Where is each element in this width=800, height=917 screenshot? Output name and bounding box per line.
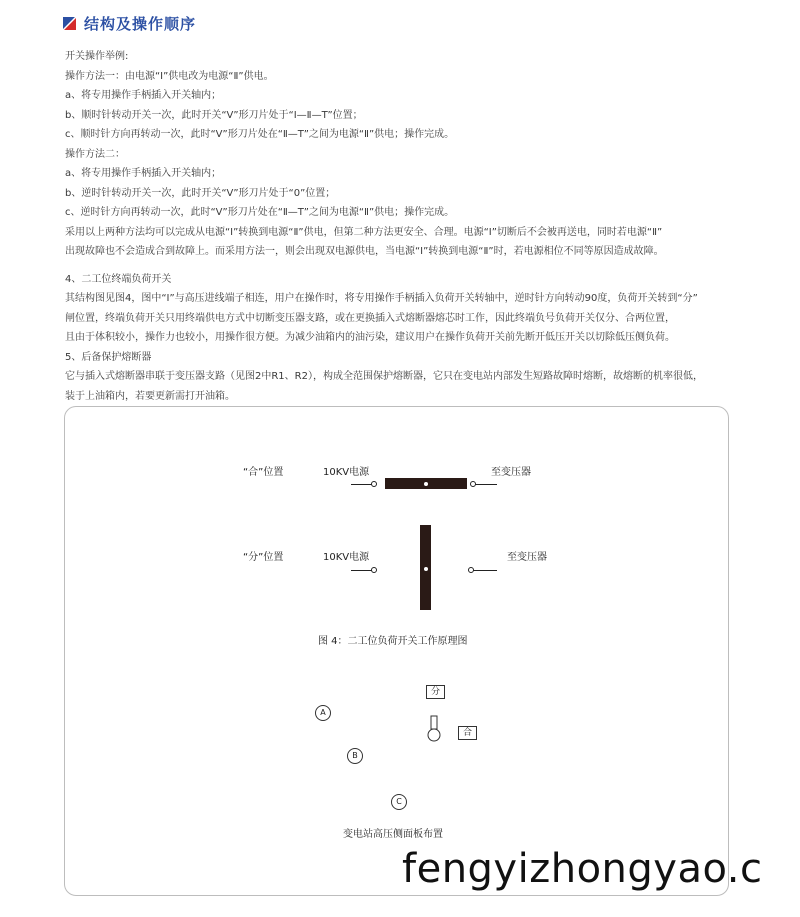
section-heading: 5、后备保护熔断器 — [65, 351, 152, 363]
source-label: 10KV电源 — [323, 552, 370, 563]
operating-handle-icon — [426, 715, 442, 743]
closed-position-label: “合”位置 — [243, 467, 284, 478]
text-line: 出现故障也不会造成合到故障上。而采用方法一，则会出现双电源供电，当电源“Ⅰ”转换到电源“Ⅱ”时，若电源相位不同等原因造成故障。 — [65, 246, 664, 257]
marker-c: C — [391, 794, 407, 810]
text-line: 闸位置，终端负荷开关只用终端供电方式中切断变压器支路，或在更换插入式熔断器熔芯时工作，因此终端负号负荷开关仅分、合两位置， — [65, 312, 675, 324]
figure-panel — [64, 406, 729, 896]
text-line: b、顺时针转动开关一次，此时开关“V”形刀片处于“Ⅰ—Ⅱ—T”位置； — [65, 109, 363, 121]
close-button-label: 合 — [458, 726, 477, 740]
marker-a: A — [315, 705, 331, 721]
open-position-label: “分”位置 — [243, 552, 284, 563]
text-line: 且由于体积较小，操作力也较小，用操作很方便。为减少油箱内的油污染，建议用户在操作负荷开关前先断开低压开关以切除低压侧负荷。 — [65, 332, 675, 343]
blade-pivot — [424, 482, 428, 486]
text-line: a、将专用操作手柄插入开关轴内； — [65, 90, 222, 101]
source-label: 10KV电源 — [323, 467, 370, 478]
text-line: 其结构图见图4，图中“Ⅰ”与高压进线端子相连，用户在操作时，将专用操作手柄插入负荷开关转轴中，逆时针方向转动90度，负荷开关转到“分” — [65, 293, 698, 304]
to-transformer-label: 至变压器 — [491, 467, 531, 478]
text-line: 装于上油箱内，若要更新需打开油箱。 — [65, 390, 235, 402]
transformer-arrow — [473, 570, 497, 571]
text-line: 操作方法二： — [65, 148, 125, 160]
text-line: a、将专用操作手柄插入开关轴内； — [65, 168, 222, 179]
source-terminal — [371, 481, 377, 487]
figure-caption: 图 4：二工位负荷开关工作原理图 — [318, 636, 468, 647]
blade-pivot — [424, 567, 428, 571]
source-terminal — [371, 567, 377, 573]
section-heading: 4、二工位终端负荷开关 — [65, 273, 172, 285]
red-blue-square-icon — [63, 17, 76, 30]
source-arrow — [351, 484, 373, 485]
page-title: 结构及操作顺序 — [84, 14, 197, 33]
text-line: 采用以上两种方法均可以完成从电源“Ⅰ”转换到电源“Ⅱ”供电，但第二种方法更安全、合理。电源“Ⅰ”切断后不会被再送电，同时若电源“Ⅱ” — [65, 226, 663, 238]
open-button-label: 分 — [426, 685, 445, 699]
body-text — [65, 47, 745, 406]
text-line: c、顺时针方向再转动一次，此时“V”形刀片处在“Ⅱ—T”之间为电源“Ⅱ”供电；操作完成。 — [65, 129, 455, 140]
marker-b: B — [347, 748, 363, 764]
text-line: 开关操作举例: — [65, 51, 129, 62]
source-arrow — [351, 570, 373, 571]
panel-caption: 变电站高压侧面板布置 — [343, 829, 443, 840]
transformer-arrow — [475, 484, 497, 485]
to-transformer-label: 至变压器 — [507, 552, 547, 563]
section-title-row — [63, 12, 196, 34]
text-line: b、逆时针转动开关一次，此时开关“V”形刀片处于“0”位置； — [65, 187, 336, 199]
text-line: 操作方法一：由电源“Ⅰ”供电改为电源“Ⅱ”供电。 — [65, 70, 274, 82]
watermark: fengyizhongyao.c — [402, 846, 763, 892]
text-line: 它与插入式熔断器串联于变压器支路（见图2中R1、R2），构成全范围保护熔断器，它只在变电站内部发生短路故障时熔断，故熔断的机率很低， — [65, 371, 703, 382]
text-line: c、逆时针方向再转动一次，此时“V”形刀片处在“Ⅱ—T”之间为电源“Ⅱ”供电；操作完成。 — [65, 207, 455, 218]
